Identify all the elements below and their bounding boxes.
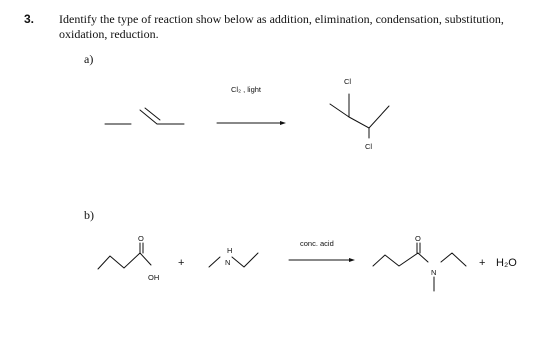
plus-sign-2: + <box>479 257 486 269</box>
product-b-n: N <box>431 268 437 277</box>
reactant-b2-n: N <box>225 258 231 267</box>
part-a-label: a) <box>84 52 94 66</box>
reactant-a-double-bond <box>145 108 160 120</box>
reagent-a: Cl₂ , light <box>231 85 262 94</box>
question-number: 3. <box>24 12 35 26</box>
product-b-skeleton <box>373 253 428 266</box>
product-a-cl-bottom: Cl <box>365 142 373 151</box>
reactant-b2-h: H <box>227 246 233 255</box>
product-b-carbonyl-o: O <box>415 234 421 243</box>
reactant-a-chain <box>140 110 184 124</box>
reaction-arrow-b-head <box>349 258 355 262</box>
reaction-arrow-a-head <box>280 121 286 125</box>
reactant-b2-bond-1 <box>209 257 220 267</box>
product-a-skeleton <box>330 104 389 128</box>
plus-sign-1: + <box>178 257 185 269</box>
question-text: Identify the type of reaction show below as addition, elimination, condensation, substitution, oxidation, reduction. <box>59 12 504 41</box>
reagent-b: conc. acid <box>300 239 334 248</box>
product-a-cl-top: Cl <box>344 77 352 86</box>
byproduct-water: H₂O <box>496 257 517 269</box>
reactant-b2-bond-2 <box>232 253 258 267</box>
reactant-b1-oh: OH <box>148 273 160 282</box>
reactant-b1-skeleton <box>98 253 151 269</box>
part-b-label: b) <box>84 208 94 222</box>
product-b-n-chain <box>441 253 466 266</box>
reactant-b1-carbonyl-o: O <box>138 234 144 243</box>
